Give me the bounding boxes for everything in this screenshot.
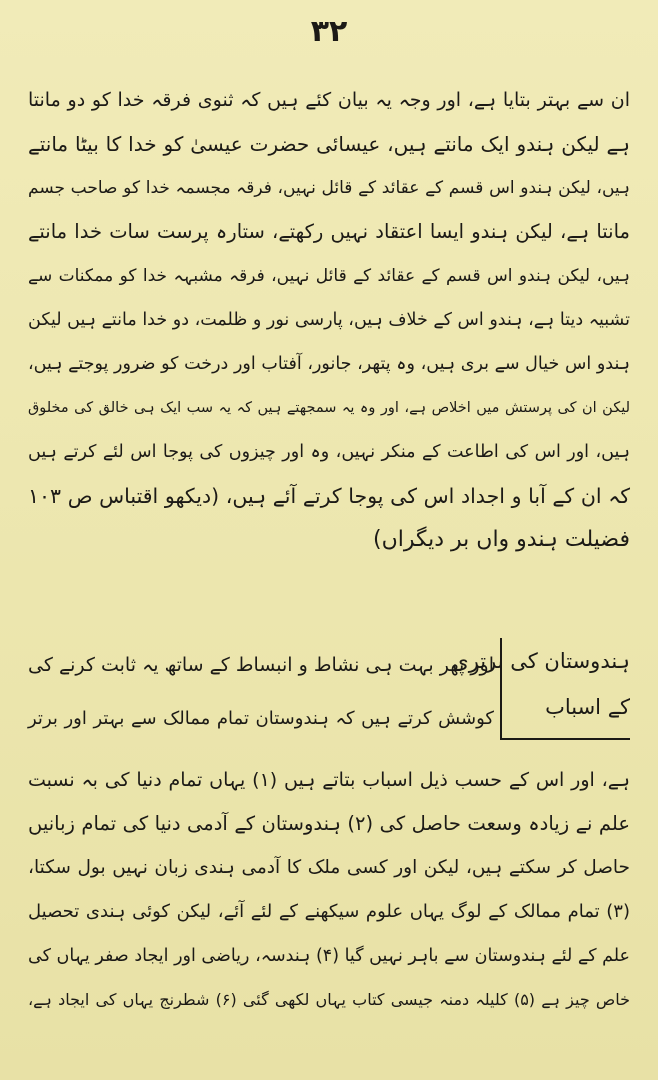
text-line: ہیں، لیکن ہندو اس قسم کے عقائد کے قائل نہیں، فرقہ مشبہہ خدا کو ممکنات سے	[28, 266, 630, 286]
text-line: لیکن ان کی پرستش میں اخلاص ہے، اور وہ یہ سمجھتے ہیں کہ یہ سب ایک ہی خالق کی مخلوق	[28, 400, 630, 416]
text-line: اور پھر بہت ہی نشاط و انبساط کے ساتھ یہ ثابت کرنے کی	[28, 654, 494, 676]
text-line: حاصل کر سکتے ہیں، لیکن اور کسی ملک کا آدمی ہندی زبان نہیں بول سکتا،	[28, 857, 630, 878]
text-line: ہیں، لیکن ہندو اس قسم کے عقائد کے قائل نہیں، فرقہ مجسمہ خدا کو صاحب جسم	[28, 178, 630, 198]
text-line: ہندو اس خیال سے بری ہیں، وہ پتھر، جانور، آفتاب اور درخت کو ضرور پوجتے ہیں،	[28, 354, 630, 374]
section-block	[28, 638, 630, 746]
body-text	[28, 78, 630, 562]
lower-text	[28, 758, 630, 1022]
section-text	[28, 638, 494, 746]
text-line: فضیلت ہندو واں بر دیگراں)	[372, 527, 630, 552]
side-heading-line: کے اسباب	[545, 695, 630, 719]
text-line: ہیں، اور اس کی اطاعت کے منکر نہیں، وہ اور چیزوں کی پوجا اس لئے کرتے ہیں	[28, 442, 630, 462]
text-line: ہے لیکن ہندو ایک مانتے ہیں، عیسائی حضرت عیسیٰ کو خدا کا بیٹا مانتے	[28, 132, 630, 156]
page-number: ۳۲	[310, 14, 348, 49]
section-side-heading	[452, 638, 630, 740]
text-line: خاص چیز ہے (۵) کلیلہ دمنہ جیسی کتاب یہاں لکھی گئی (۶) شطرنج یہاں کی ایجاد ہے،	[28, 990, 631, 1009]
text-line: علم نے زیادہ وسعت حاصل کی (۲) ہندوستان کے آدمی دنیا کی تمام زبانیں	[28, 812, 630, 835]
side-heading-line: ہندوستان کی برتری	[452, 649, 630, 673]
text-line: تشبیہ دیتا ہے، ہندو اس کے خلاف ہیں، پارسی نور و ظلمت، دو خدا مانتے ہیں لیکن	[28, 310, 630, 330]
text-line: ان سے بہتر بتایا ہے، اور وجہ یہ بیان کئے ہیں کہ ثنوی فرقہ خدا کو دو مانتا	[28, 89, 630, 111]
text-line: کوشش کرتے ہیں کہ ہندوستان تمام ممالک سے بہتر اور برتر	[28, 708, 494, 729]
text-line: (۳) تمام ممالک کے لوگ یہاں علوم سیکھنے کے لئے آئے، لیکن کوئی ہندی تحصیل	[28, 901, 630, 922]
text-line: ہے، اور اس کے حسب ذیل اسباب بتاتے ہیں (۱) یہاں تمام دنیا کی بہ نسبت	[28, 769, 630, 791]
text-line: علم کے لئے ہندوستان سے باہر نہیں گیا (۴) ہندسہ، ریاضی اور ایجاد صفر یہاں کی	[28, 946, 630, 966]
text-line: مانتا ہے، لیکن ہندو ایسا اعتقاد نہیں رکھتے، ستارہ پرست سات خدا مانتے	[28, 220, 630, 243]
text-line: کہ ان کے آبا و اجداد اس کی پوجا کرتے آئے ہیں، (دیکھو اقتباس ص ۱۰۳	[28, 484, 630, 508]
